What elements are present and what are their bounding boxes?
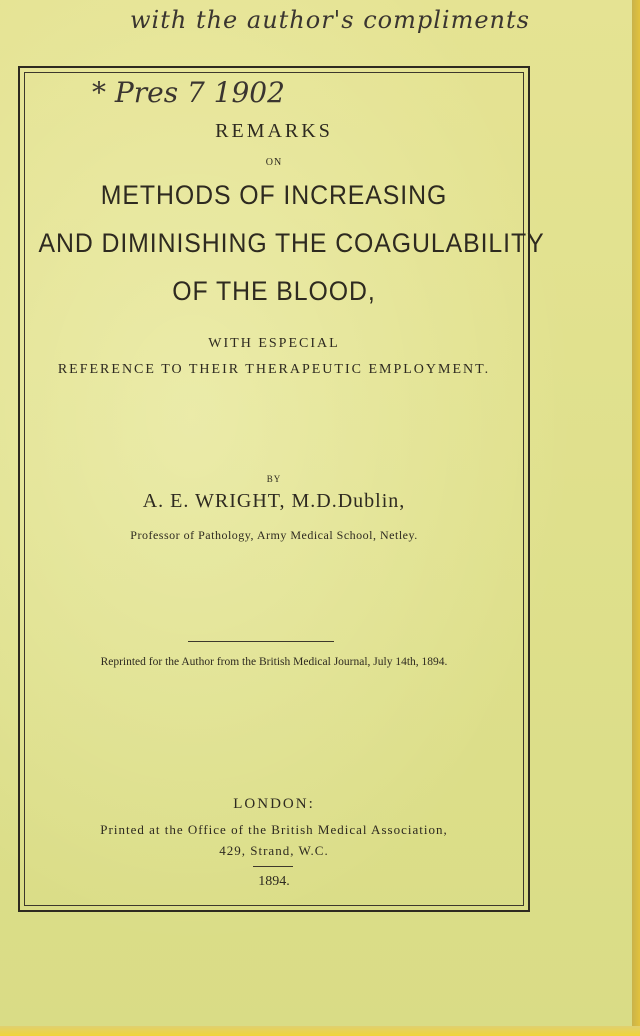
subtitle-line-1: WITH ESPECIAL [208,336,340,351]
imprint-place: LONDON: [233,796,315,812]
page-edge-bottom [0,1026,640,1036]
title-line-1: METHODS OF INCREASING [100,180,448,210]
by-word: BY [266,474,282,484]
page-edge-right [632,0,640,1036]
on-word: ON [265,157,283,168]
handwritten-inscription: with the author's compliments [130,6,530,34]
imprint-address: 429, Strand, W.C. [219,843,329,858]
remarks-heading: REMARKS [215,120,333,142]
subtitle-line-2: REFERENCE TO THEIR THERAPEUTIC EMPLOYMENT. [57,362,491,377]
author-affiliation: Professor of Pathology, Army Medical School, Netley. [130,528,418,542]
handwritten-reference-mark: * Pres 7 1902 [92,76,285,109]
reprint-note: Reprinted for the Author from the British Medical Journal, July 14th, 1894. [100,656,448,668]
short-divider-rule [253,866,293,867]
title-line-2: AND DIMINISHING THE COAGULABILITY [38,228,545,258]
imprint-printer: Printed at the Office of the British Medical Association, [100,822,448,837]
title-line-3: OF THE BLOOD, [172,276,376,306]
imprint-year: 1894. [258,874,290,889]
author-name: A. E. WRIGHT, M.D.Dublin, [142,490,406,512]
divider-rule [188,641,334,642]
